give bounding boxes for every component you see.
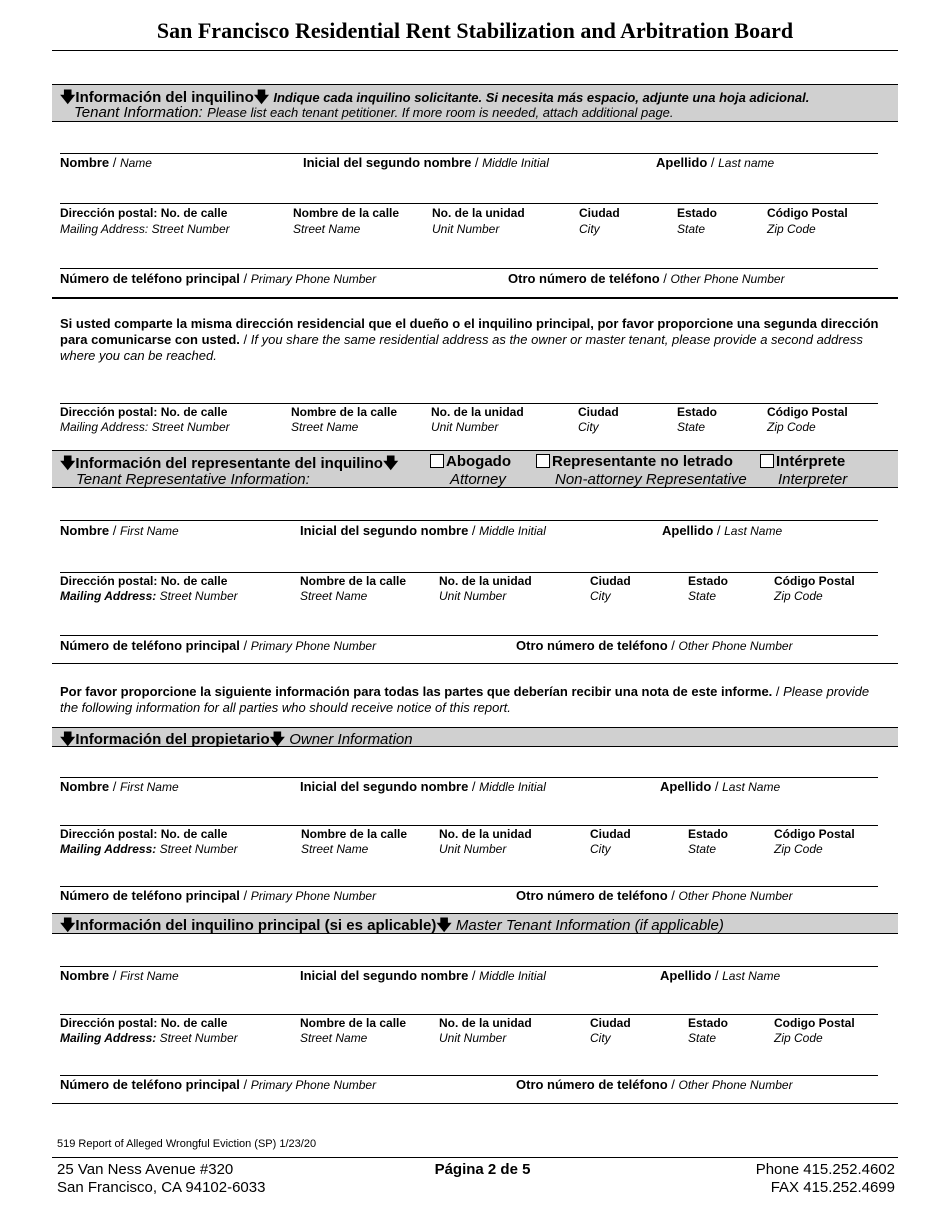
non-attorney-option[interactable]: Representante no letrado bbox=[536, 453, 733, 470]
attorney-checkbox[interactable] bbox=[430, 454, 444, 468]
footer-divider bbox=[52, 1157, 898, 1158]
master-address-line[interactable] bbox=[60, 1014, 878, 1015]
footer-contact: Phone 415.252.4602 FAX 415.252.4699 bbox=[755, 1161, 895, 1196]
down-arrow-icon: 🡇 bbox=[269, 731, 286, 748]
down-arrow-icon: 🡇 bbox=[60, 731, 76, 748]
owner-section-header: 🡇Información del propietario🡇 Owner Information bbox=[52, 727, 898, 747]
owner-phone-line[interactable] bbox=[60, 886, 878, 887]
rep-name-line[interactable] bbox=[60, 520, 878, 521]
section-divider bbox=[52, 297, 898, 299]
rep-phone-line[interactable] bbox=[60, 635, 878, 636]
owner-name-line[interactable] bbox=[60, 777, 878, 778]
down-arrow-icon: 🡇 bbox=[60, 917, 76, 934]
down-arrow-icon: 🡇 bbox=[60, 89, 76, 106]
title-divider bbox=[52, 50, 898, 51]
section-divider bbox=[52, 663, 898, 664]
second-address-note: Si usted comparte la misma dirección residencial que el dueño o el inquilino principal, por favor proporcione una segunda dirección para comunicarse con usted. / If you share the same residential address as the owner or master tenant, please provide a second address where you can be reached. bbox=[60, 316, 879, 363]
section-divider bbox=[52, 1103, 898, 1104]
form-id: 519 Report of Alleged Wrongful Eviction (SP) 1/23/20 bbox=[57, 1138, 317, 1150]
notice-note: Por favor proporcione la siguiente información para todas las partes que deberían recibir una nota de este informe. / Please provide the following information for all parties who should receive notice of this report. bbox=[60, 684, 870, 715]
non-attorney-checkbox[interactable] bbox=[536, 454, 550, 468]
page-number: Página 2 de 5 bbox=[434, 1161, 531, 1178]
master-phone-line[interactable] bbox=[60, 1075, 878, 1076]
tenant-address-line[interactable] bbox=[60, 203, 878, 204]
interpreter-option[interactable]: Intérprete bbox=[760, 453, 845, 470]
down-arrow-icon: 🡇 bbox=[436, 917, 452, 934]
page-title: San Francisco Residential Rent Stabilization and Arbitration Board bbox=[156, 18, 794, 43]
attorney-option[interactable]: Abogado bbox=[430, 453, 511, 470]
tenant-phone-line[interactable] bbox=[60, 268, 878, 269]
down-arrow-icon: 🡇 bbox=[60, 455, 76, 472]
rep-address-line[interactable] bbox=[60, 572, 878, 573]
owner-address-line[interactable] bbox=[60, 825, 878, 826]
footer-address: 25 Van Ness Avenue #320 San Francisco, CA 94102-6033 bbox=[57, 1161, 266, 1196]
tenant-section-header: 🡇Información del inquilino🡇 Indique cada inquilino solicitante. Si necesita más espacio, adjunte una hoja adicional. Tenant Information: Please list each tenant petitioner. If more room is needed, attach additional page. bbox=[52, 84, 898, 122]
master-name-line[interactable] bbox=[60, 966, 878, 967]
down-arrow-icon: 🡇 bbox=[253, 89, 270, 106]
second-address-line[interactable] bbox=[60, 403, 878, 404]
master-tenant-section-header: 🡇Información del inquilino principal (si es aplicable)🡇 Master Tenant Information (if applicable) bbox=[52, 913, 898, 934]
down-arrow-icon: 🡇 bbox=[382, 455, 399, 472]
representative-section-header: 🡇Información del representante del inquilino🡇 Tenant Representative Information: Abogado Attorney Representante no letrado Non-attorney Representative Intérprete Interpreter bbox=[52, 450, 898, 488]
tenant-name-line[interactable] bbox=[60, 153, 878, 154]
interpreter-checkbox[interactable] bbox=[760, 454, 774, 468]
